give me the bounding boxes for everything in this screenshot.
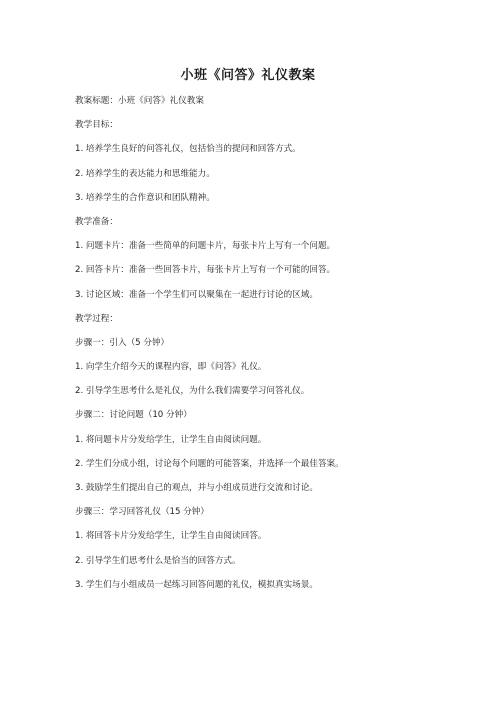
preparation-item: 3. 讨论区域：准备一个学生们可以聚集在一起进行讨论的区域。 <box>75 289 318 300</box>
objective-item: 2. 培养学生的表达能力和思维能力。 <box>75 168 215 179</box>
document-body <box>75 94 475 602</box>
step-item: 1. 将回答卡片分发给学生，让学生自由阅读回答。 <box>75 531 267 542</box>
preparation-item: 1. 问题卡片：准备一些简单的问题卡片，每张卡片上写有一个问题。 <box>75 241 336 252</box>
step-item: 1. 将问题卡片分发给学生，让学生自由阅读问题。 <box>75 434 267 445</box>
step-item: 3. 鼓励学生们提出自己的观点，并与小组成员进行交流和讨论。 <box>75 483 318 493</box>
step-heading: 步骤一：引入（5 分钟） <box>75 337 170 348</box>
step-item: 2. 引导学生们思考什么是恰当的回答方式。 <box>75 555 241 566</box>
document-title: 小班《问答》礼仪教案 <box>180 68 316 83</box>
step-heading: 步骤三：学习回答礼仪（15 分钟） <box>75 507 209 518</box>
step-heading: 步骤二：讨论问题（10 分钟） <box>75 410 192 421</box>
section-heading-objectives: 教学目标： <box>75 120 118 131</box>
section-heading-preparation: 教学准备： <box>75 216 118 227</box>
step-item: 1. 向学生介绍今天的课程内容，即《问答》礼仪。 <box>75 362 267 373</box>
step-item: 2. 学生们分成小组，讨论每个问题的可能答案，并选择一个最佳答案。 <box>75 458 344 469</box>
step-item: 2. 引导学生思考什么是礼仪，为什么我们需要学习问答礼仪。 <box>75 386 310 397</box>
objective-item: 1. 培养学生良好的问答礼仪，包括恰当的提问和回答方式。 <box>75 144 301 155</box>
section-heading-process: 教学过程： <box>75 313 118 324</box>
objective-item: 3. 培养学生的合作意识和团队精神。 <box>75 192 215 203</box>
preparation-item: 2. 回答卡片：准备一些回答卡片，每张卡片上写有一个可能的回答。 <box>75 265 336 276</box>
lesson-plan-heading: 教案标题：小班《问答》礼仪教案 <box>75 96 204 106</box>
step-item: 3. 学生们与小组成员一起练习回答问题的礼仪，模拟真实场景。 <box>75 579 318 590</box>
